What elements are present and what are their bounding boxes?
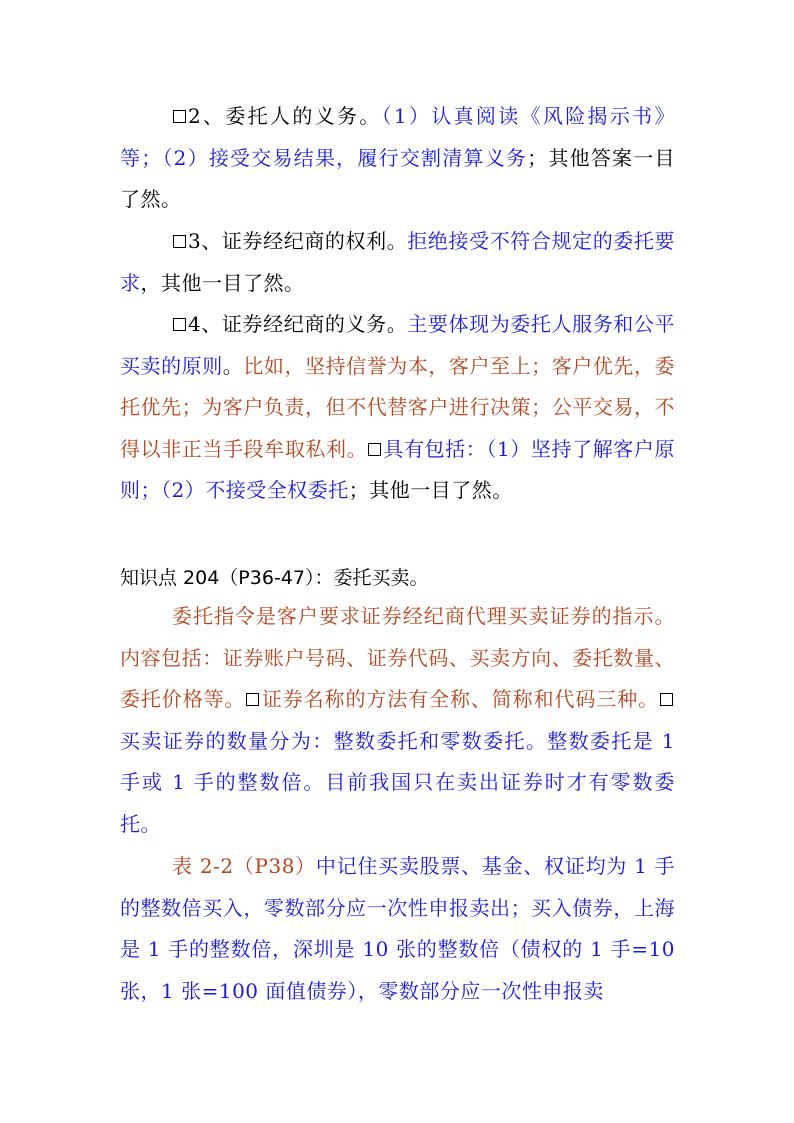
clause-example: 比如，坚持信誉为本，客户至上；客户优先，委托优先；为客户负责，但不代替客户进行决策；公平交易，不得以非正当手段牟取私利。 — [120, 353, 676, 461]
checkbox-square-icon — [660, 693, 673, 706]
paragraph-broker-obligations — [120, 304, 675, 512]
clause-highlight: 拒绝接受不符合规定的委托要求 — [120, 229, 675, 295]
checkbox-square-icon — [368, 443, 381, 456]
checkbox-square-icon — [173, 110, 186, 123]
clause-note: ；其他答案一目了然。 — [120, 145, 676, 211]
clause-punct: 。 — [222, 353, 244, 378]
clause-highlight: （1）认真阅读《风险揭示书》等；（2）接受交易结果，履行交割清算义务 — [120, 104, 675, 170]
section-heading: 知识点 204（P36-47）：委托买卖。 — [120, 567, 429, 589]
clause-title: 3、证券经纪商的权利。 — [188, 229, 408, 253]
clause-note: ，其他一目了然。 — [140, 270, 305, 295]
quantity-rules: 买卖证券的数量分为：整数委托和零数委托。整数委托是 1 手或 1 手的整数倍。目前我国只在卖出证券时才有零数委托。 — [120, 728, 675, 836]
paragraph-client-obligations — [120, 96, 675, 221]
clause-note: ；其他一目了然。 — [348, 478, 513, 502]
checkbox-square-icon — [173, 235, 186, 248]
checkbox-square-icon — [173, 318, 186, 331]
paragraph-order-instruction — [120, 596, 675, 845]
paragraph-table-note — [120, 846, 675, 1012]
trading-unit-rules: 中记住买卖股票、基金、权证均为 1 手的整数倍买入，零数部分应一次性申报卖出；买入债券，上海是 1 手的整数倍，深圳是 10 张的整数倍（债权的 1 手=10 张，1 张=100 面值债券），零数部分应一次性申报卖 — [120, 854, 675, 1003]
clause-highlight: 主要体现为委托人服务和公平买卖的原则 — [120, 312, 675, 378]
naming-methods: 证券名称的方法有全称、简称和代码三种。 — [261, 687, 660, 711]
clause-title: 4、证券经纪商的义务。 — [188, 312, 408, 336]
checkbox-square-icon — [246, 693, 259, 706]
clause-title: 2、委托人的义务。 — [188, 104, 382, 128]
clause-includes: 具有包括：（1）坚持了解客户原则；（2）不接受全权委托 — [120, 436, 675, 502]
definition-text: 委托指令是客户要求证券经纪商代理买卖证券的指示。内容包括：证券账户号码、证券代码、买卖方向、委托数量、委托价格等。 — [120, 604, 675, 711]
table-reference: 表 2-2（P38） — [172, 854, 316, 878]
paragraph-broker-rights — [120, 221, 675, 304]
